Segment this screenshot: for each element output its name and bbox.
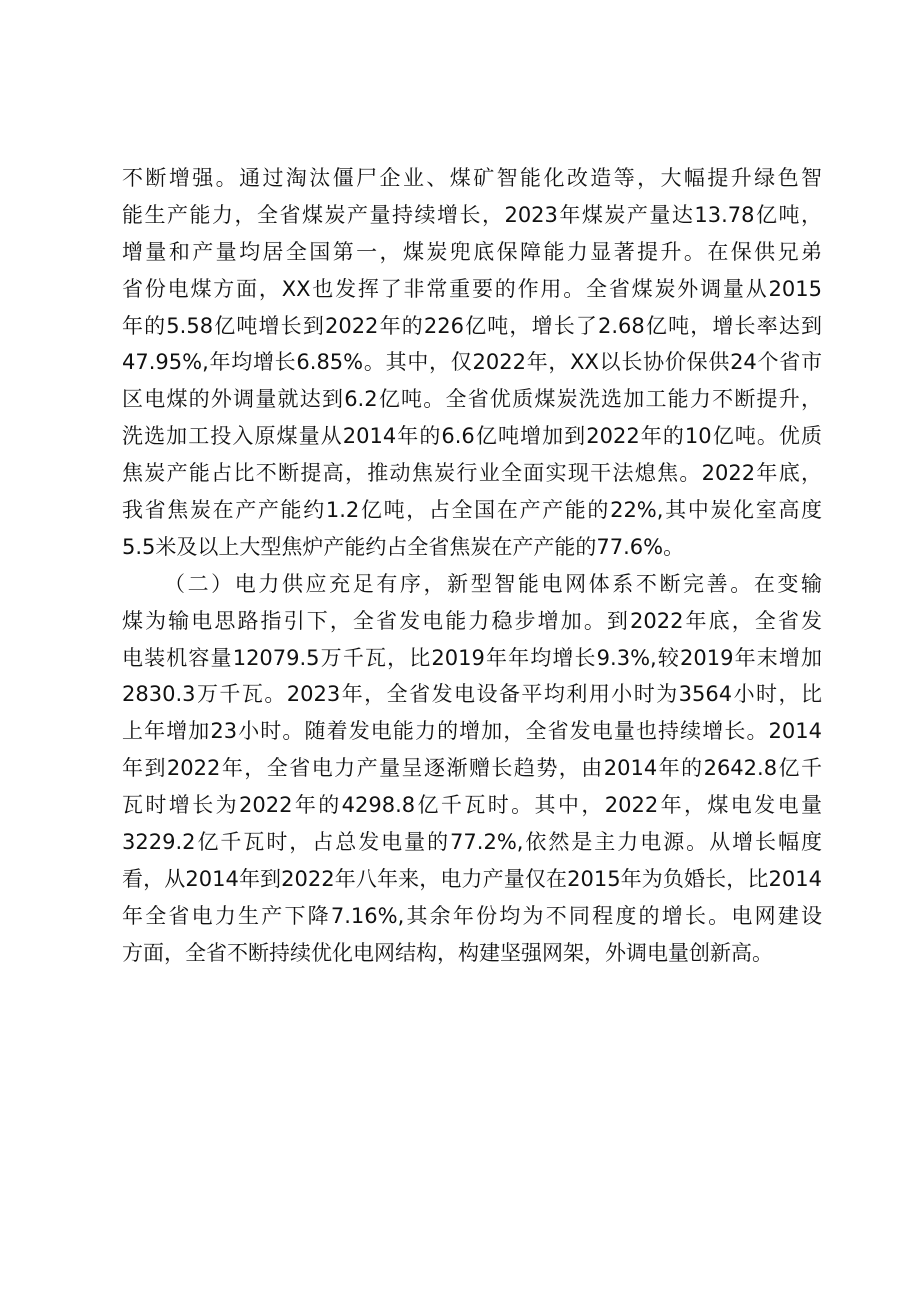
text-line: 年全省电力生产下降7.16%,其余年份均为不同程度的增长。电网建设 (122, 903, 822, 928)
text-line: （二）电力供应充足有序，新型智能电网体系不断完善。在变输 (164, 571, 822, 596)
text-line: 年到2022年，全省电力产量呈逐渐赠长趋势，由2014年的2642.8亿千 (122, 756, 822, 781)
text-line: 5.5米及以上大型焦炉产能约占全省焦炭在产产能的77.6%。 (122, 534, 685, 559)
paragraph-coal-supply (122, 160, 822, 566)
text-line: 方面，全省不断持续优化电网结构，构建坚强网架，外调电量创新高。 (122, 940, 773, 965)
text-line: 焦炭产能占比不断提高，推动焦炭行业全面实现干法熄焦。2022年底， (122, 461, 822, 486)
text-line: 2830.3万千瓦。2023年，全省发电设备平均利用小时为3564小时，比 (122, 682, 822, 707)
text-line: 洗选加工投入原煤量从2014年的6.6亿吨增加到2022年的10亿吨。优质 (122, 424, 822, 449)
text-line: 增量和产量均居全国第一，煤炭兜底保障能力显著提升。在保供兄弟 (122, 239, 822, 264)
body-text (122, 160, 822, 972)
text-line: 47.95%,年均增长6.85%。其中，仅2022年，XX以长协价保供24个省市 (122, 350, 822, 375)
text-line: 煤为输电思路指引下，全省发电能力稳步增加。到2022年底，全省发 (122, 608, 822, 633)
text-line: 年的5.58亿吨增长到2022年的226亿吨，增长了2.68亿吨，增长率达到 (122, 313, 822, 338)
text-line: 3229.2亿千瓦时，占总发电量的77.2%,依然是主力电源。从增长幅度 (122, 830, 822, 855)
text-line: 上年增加23小时。随着发电能力的增加，全省发电量也持续增长。2014 (122, 719, 822, 744)
text-line: 省份电煤方面，XX也发挥了非常重要的作用。全省煤炭外调量从2015 (122, 276, 822, 301)
paragraph-power-supply (122, 566, 822, 972)
text-line: 电装机容量12079.5万千瓦，比2019年年均增长9.3%,较2019年末增加 (122, 645, 822, 670)
text-line: 看，从2014年到2022年八年来，电力产量仅在2015年为负婚长，比2014 (122, 866, 822, 891)
text-line: 瓦时增长为2022年的4298.8亿千瓦时。其中，2022年，煤电发电量 (122, 793, 822, 818)
text-line: 能生产能力，全省煤炭产量持续增长，2023年煤炭产量达13.78亿吨， (122, 202, 822, 227)
text-line: 我省焦炭在产产能约1.2亿吨，占全国在产产能的22%,其中炭化室高度 (122, 498, 822, 523)
text-line: 区电煤的外调量就达到6.2亿吨。全省优质煤炭洗选加工能力不断提升， (122, 387, 822, 412)
text-line: 不断增强。通过淘汰僵尸企业、煤矿智能化改造等，大幅提升绿色智 (122, 166, 822, 190)
